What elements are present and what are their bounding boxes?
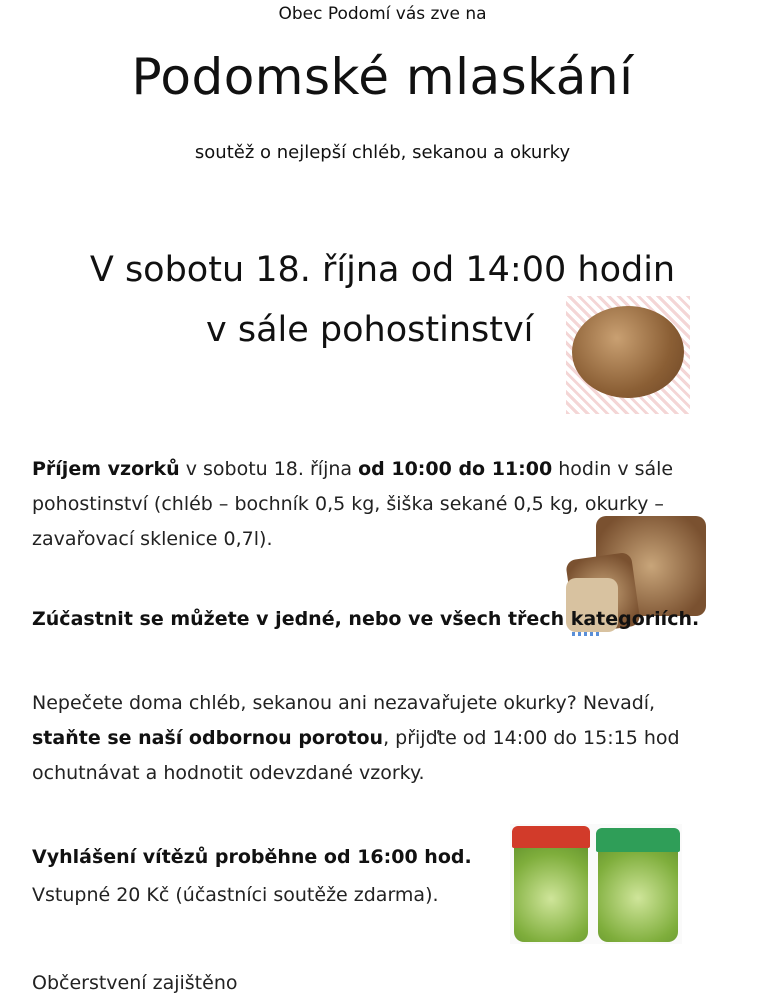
sample-intake-text-2: hodin v sále pohostinství (chléb – bochník 0,5 kg, šiška sekané 0,5 kg, okurky – zavařovací sklenice 0,7l). [32,458,674,550]
jury-paragraph [32,686,722,791]
green-lid-shape [596,828,680,852]
pickles-picture [510,824,682,944]
refreshments-note: Občerstvení zajištěno [32,972,238,994]
winners-announcement: Vyhlášení vítězů proběhne od 16:00 hod. [32,846,472,868]
bread-loaf-shape [572,306,684,398]
sample-intake-time: od 10:00 do 11:00 [358,458,553,480]
categories-paragraph: Zúčastnit se můžete v jedné, nebo ve všech třech kategoriích. [32,608,700,630]
event-venue: v sále pohostinství [206,310,534,350]
intro-text: Obec Podomí vás zve na [278,4,487,24]
sample-intake-text-1: v sobotu 18. října [179,458,359,480]
red-lid-shape [512,826,590,848]
jury-highlight: staňte se naší odbornou porotou [32,727,384,749]
event-date-time: V sobotu 18. října od 14:00 hodin [89,250,676,290]
entry-fee: Vstupné 20 Kč (účastníci soutěže zdarma). [32,884,439,906]
jury-text-2: , přijďte od 14:00 do 15:15 hod ochutnávat a hodnotit odevzdané vzorky. [32,727,680,784]
page-title: Podomské mlaskání [131,48,634,106]
bread-picture [566,296,690,414]
sample-intake-label: Příjem vzorků [32,458,180,480]
jury-text-1: Nepečete doma chléb, sekanou ani nezavařujete okurky? Nevadí, [32,692,656,714]
subtitle: soutěž o nejlepší chléb, sekanou a okurky [194,142,571,163]
pickle-jar-shape [514,834,588,942]
